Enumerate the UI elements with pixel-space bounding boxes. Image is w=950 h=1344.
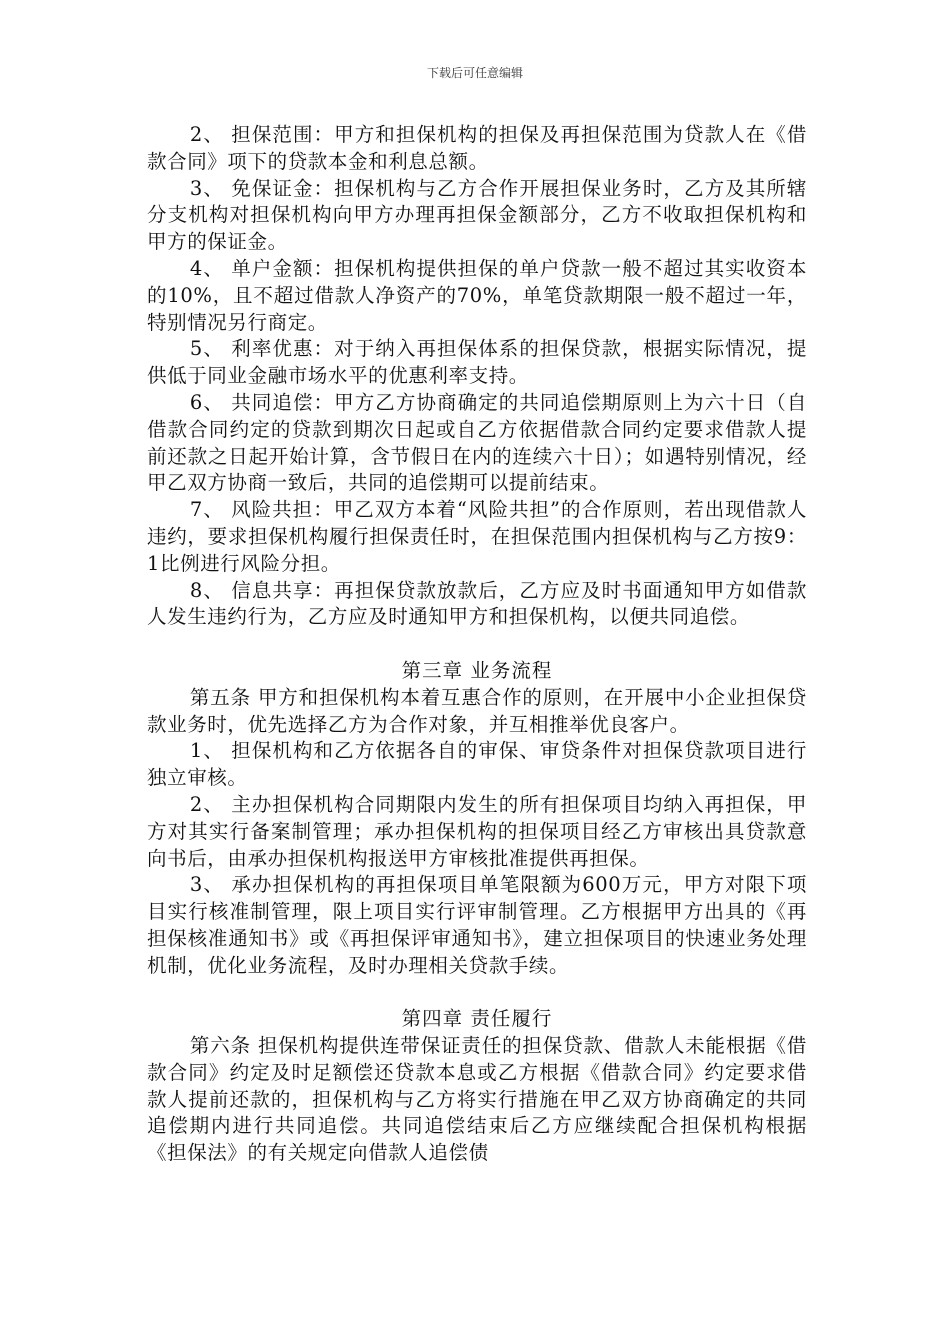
page-header: 下载后可任意编辑 [426,66,523,80]
clause-item: 8、 信息共享：再担保贷款放款后，乙方应及时书面通知甲方如借款人发生违约行为，乙方应及时通知甲方和担保机构，以便共同追偿。 [147,578,807,629]
article-paragraph: 第五条 甲方和担保机构本着互惠合作的原则，在开展中小企业担保贷款业务时，优先选择乙方为合作对象，并互相推举优良客户。 [147,685,807,736]
clause-item: 7、 风险共担：甲乙双方本着“风险共担”的合作原则，若出现借款人违约，要求担保机构履行担保责任时，在担保范围内担保机构与乙方按9：1比例进行风险分担。 [147,498,807,575]
clause-item: 6、 共同追偿：甲方乙方协商确定的共同追偿期原则上为六十日（自借款合同约定的贷款到期次日起或自乙方依据借款合同约定要求借款人提前还款之日起开始计算，含节假日在内的连续六十日）；如遇特别情况，经甲乙双方协商一致后，共同的追偿期可以提前结束。 [147,390,807,495]
clause-item: 4、 单户金额：担保机构提供担保的单户贷款一般不超过其实收资本的10%，且不超过借款人净资产的70%，单笔贷款期限一般不超过一年，特别情况另行商定。 [147,256,807,334]
clause-item: 3、 承办担保机构的再担保项目单笔限额为600万元，甲方对限下项目实行核准制管理，限上项目实行评审制管理。乙方根据甲方出具的《再担保核准通知书》或《再担保评审通知书》，建立担保项目的快速业务处理机制，优化业务流程，及时办理相关贷款手续。 [147,873,807,977]
document-body [147,122,807,1167]
clause-item: 1、 担保机构和乙方依据各自的审保、审贷条件对担保贷款项目进行独立审核。 [147,739,807,790]
article-paragraph: 第六条 担保机构提供连带保证责任的担保贷款、借款人未能根据《借款合同》约定及时足额偿还贷款本息或乙方根据《借款合同》约定要求借款人提前还款的，担保机构与乙方将实行措施在甲乙双方协商确定的共同追偿期内进行共同追偿。共同追偿结束后乙方应继续配合担保机构根据《担保法》的有关规定向借款人追偿债 [147,1034,807,1165]
chapter-heading: 第四章 责任履行 [401,1007,553,1031]
clause-item: 2、 主办担保机构合同期限内发生的所有担保项目均纳入再担保，甲方对其实行备案制管理；承办担保机构的担保项目经乙方审核出具贷款意向书后，由承办担保机构报送甲方审核批准提供再担保。 [147,792,807,870]
clause-item: 3、 免保证金：担保机构与乙方合作开展担保业务时，乙方及其所辖分支机构对担保机构向甲方办理再担保金额部分，乙方不收取担保机构和甲方的保证金。 [147,176,807,254]
chapter-heading: 第三章 业务流程 [401,658,553,682]
clause-item: 5、 利率优惠：对于纳入再担保体系的担保贷款，根据实际情况，提供低于同业金融市场水平的优惠利率支持。 [147,337,807,388]
clause-item: 2、 担保范围：甲方和担保机构的担保及再担保范围为贷款人在《借款合同》项下的贷款本金和利息总额。 [147,123,807,173]
